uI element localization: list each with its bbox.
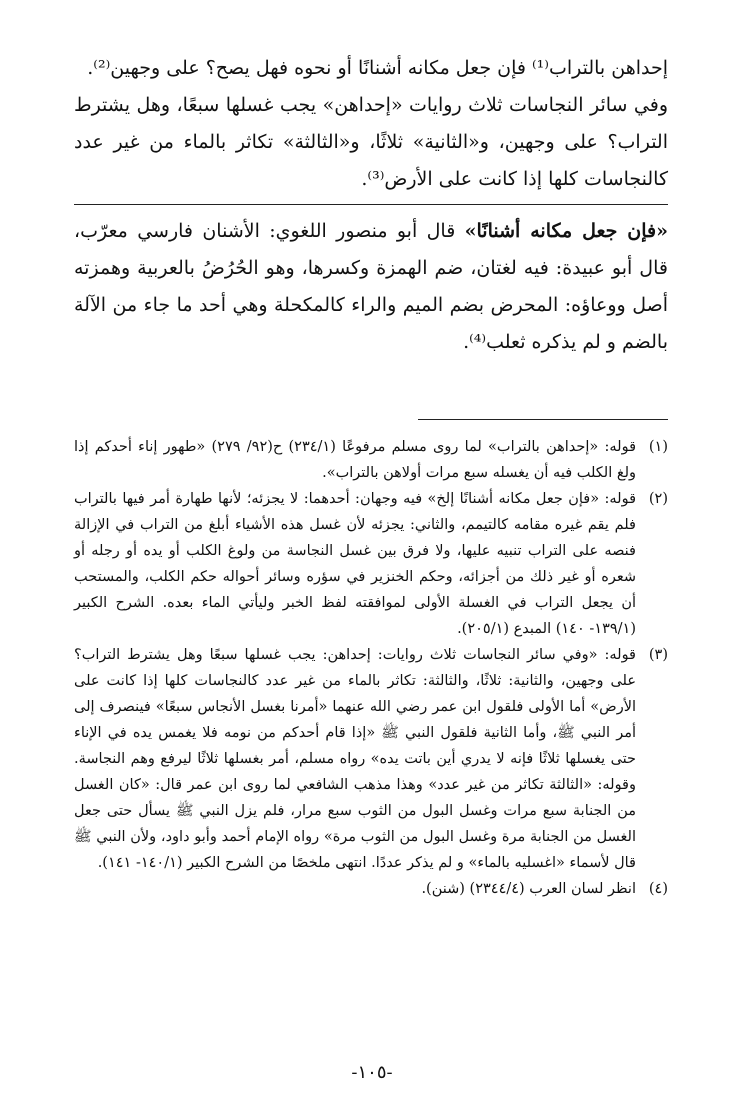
- main-text: [74, 50, 668, 198]
- footnote-number: (٢): [648, 491, 668, 507]
- footnote-1: [74, 434, 668, 486]
- footnote-text: قوله: «وفي سائر النجاسات ثلاث روايات: إحداهن: يجب غسلها سبعًا وهل يشترط التراب؟ على وجهين، والثانية: ثلاثًا، والثالثة: تكاثر بالماء من غير عدد كالنجاسات كلها إذا كانت على الأرض» أما الأولى فلقول ابن عمر رضي الله عنهما «أمرنا بغسل الأنجاس سبعًا» فينصرف إلى أمر النبي ﷺ، وأما الثانية فلقول النبي ﷺ «إذا قام أحدكم من نومه فلا يغمس يده في الإناء حتى يغسلها ثلاثًا فإنه لا يدري أين باتت يده» رواه مسلم، أمر بغسلها ثلاثًا ليرفع وهم النجاسة. وقوله: «الثالثة تكاثر من غير عدد» وهذا مذهب الشافعي لما روى ابن عمر قال: «كان الغسل من الجنابة سبع مرات وغسل البول من الثوب سبع مرار، فلم يزل النبي ﷺ يسأل حتى جعل الغسل من الجنابة مرة وغسل البول من الثوب مرة» رواه الإمام أحمد وأبو داود، ولأن النبي ﷺ قال لأسماء «اغسليه بالماء» و لم يذكر عددًا. انتهى ملخصًا من الشرح الكبير (١٤٠/١- ١٤١).: [74, 647, 636, 871]
- footnote-number: (٤): [648, 881, 668, 897]
- commentary-text: قال أبو منصور اللغوي: الأشنان فارسي معرّب، قال أبو عبيدة: فيه لغتان، ضم الهمزة وكسرها، وهو الحُرُضُ بالعربية وهمزته أصل ووعاؤه: المحرض بضم الميم والراء كالمكحلة وهي أحد ما جاء من الآلة بالضم و لم يذكره ثعلب⁽⁴⁾.: [74, 220, 668, 353]
- footnote-text: قوله: «إحداهن بالتراب» لما روى مسلم مرفوعًا (٢٣٤/١) ح(٩٢/ ٢٧٩) «طهور إناء أحدكم إذا ولغ الكلب فيه أن يغسله سبع مرات أولاهن بالتراب».: [74, 439, 637, 481]
- footnote-number: (١): [648, 439, 668, 455]
- footnote-text: قوله: «فإن جعل مكانه أشنانًا إلخ» فيه وجهان: أحدهما: لا يجزئه؛ لأنها طهارة أمر فيها بالتراب فلم يقم غيره مقامه كالتيمم، والثاني: يجزئه لأن غسل هذه الأشياء أبلغ من التراب في الإزالة فنصه على التراب تنبيه عليها، ولا فرق بين غسل النجاسة من ولوغ الكلب أو يده أو رجله أو شعره أو غير ذلك من أجزائه، وحكم الخنزير في سؤره وسائر أحواله حكم الكلب، والمستحب أن يجعل التراب في الغسلة الأولى لموافقته لفظ الخبر وليأتي الماء بعده. الشرح الكبير (١٣٩/١- ١٤٠) المبدع (٢٠٥/١).: [74, 491, 636, 637]
- footnote-4: [74, 876, 668, 902]
- main-paragraph-2: وفي سائر النجاسات ثلاث روايات «إحداهن» يجب غسلها سبعًا، وهل يشترط التراب؟ على وجهين، و«الثانية» ثلاثًا، و«الثالثة» تكاثر بالماء من غير عدد كالنجاسات كلها إذا كانت على الأرض⁽³⁾.: [74, 94, 668, 190]
- footnote-number: (٣): [648, 647, 668, 663]
- commentary-paragraph: [74, 213, 668, 361]
- commentary: [74, 213, 668, 361]
- footnote-3: [74, 642, 668, 876]
- section-divider: [74, 204, 668, 205]
- page-number: -١٠٥-: [351, 1062, 393, 1083]
- footnote-text: انظر لسان العرب (٢٣٤٤/٤) (شنن).: [421, 881, 636, 897]
- footnote-2: [74, 486, 668, 642]
- footnotes: [74, 434, 668, 902]
- commentary-lemma: «فإن جعل مكانه أشنانًا»: [464, 220, 668, 242]
- main-paragraph-1: إحداهن بالتراب⁽¹⁾ فإن جعل مكانه أشنانًا أو نحوه فهل يصح؟ على وجهين⁽²⁾.: [87, 57, 668, 79]
- footnote-divider: [418, 419, 668, 420]
